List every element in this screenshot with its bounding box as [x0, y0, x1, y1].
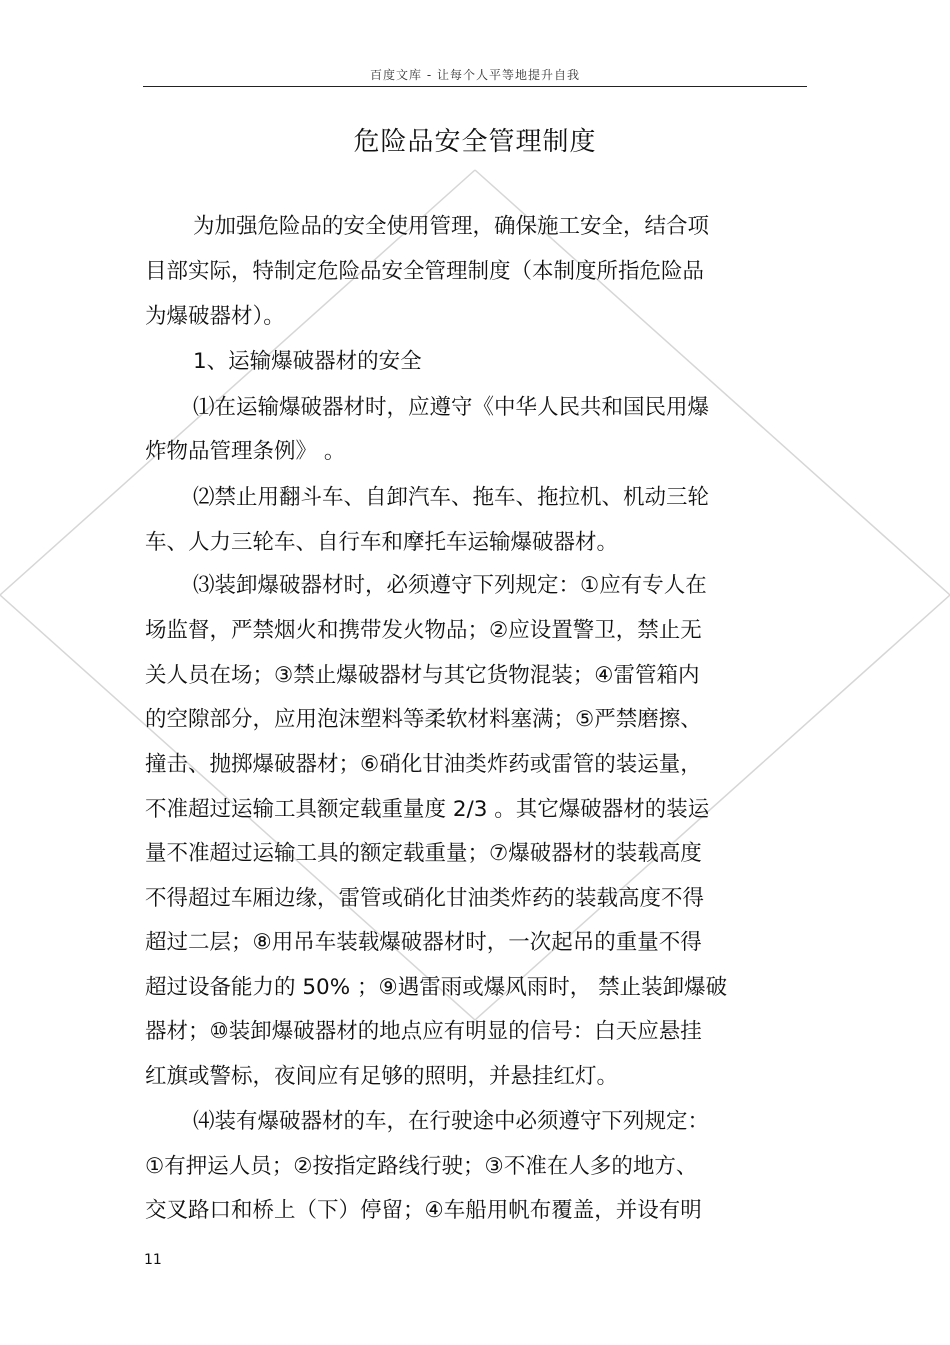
text-line: 场监督，严禁烟火和携带发火物品；②应设置警卫，禁止无 [145, 618, 702, 643]
text-line: 超过二层；⑧用吊车装载爆破器材时，一次起吊的重量不得 [145, 930, 702, 955]
text-line: 为爆破器材）。 [145, 304, 285, 329]
section-heading: 1、运输爆破器材的安全 [193, 349, 422, 374]
text-line: 交叉路口和桥上（下）停留；④车船用帆布覆盖，并设有明 [145, 1198, 702, 1223]
text-line: 目部实际，特制定危险品安全管理制度（本制度所指危险品 [145, 259, 705, 284]
text-line: 红旗或警标，夜间应有足够的照明，并悬挂红灯。 [145, 1064, 619, 1089]
text-line: 为加强危险品的安全使用管理，确保施工安全，结合项 [193, 214, 710, 239]
text-line: 超过设备能力的 50% ；⑨遇雷雨或爆风雨时， 禁止装卸爆破 [145, 975, 728, 1000]
text-line: 炸物品管理条例》 。 [145, 439, 346, 464]
text-line: 关人员在场；③禁止爆破器材与其它货物混装；④雷管箱内 [145, 663, 700, 688]
text-line: ⑴在运输爆破器材时，应遵守《中华人民共和国民用爆 [193, 395, 710, 420]
document-title: 危险品安全管理制度 [353, 127, 597, 157]
text-line: 不得超过车厢边缘，雷管或硝化甘油类炸药的装载高度不得 [145, 886, 705, 911]
header-divider [143, 86, 807, 87]
text-line: 车、人力三轮车、自行车和摩托车运输爆破器材。 [145, 530, 619, 555]
text-line: 的空隙部分，应用泡沫塑料等柔软材料塞满；⑤严禁磨擦、 [145, 707, 702, 732]
text-line: 量不准超过运输工具的额定载重量；⑦爆破器材的装载高度 [145, 841, 702, 866]
text-line: ⑵禁止用翻斗车、自卸汽车、拖车、拖拉机、机动三轮 [193, 485, 710, 510]
text-line: ⑷装有爆破器材的车，在行驶途中必须遵守下列规定： [193, 1109, 710, 1134]
text-line: 器材；⑩装卸爆破器材的地点应有明显的信号：白天应悬挂 [145, 1019, 702, 1044]
page-header: 百度文库 - 让每个人平等地提升自我 [370, 68, 580, 82]
page-number: 11 [144, 1252, 162, 1268]
text-line: ①有押运人员；②按指定路线行驶；③不准在人多的地方、 [145, 1154, 698, 1179]
text-line: 不准超过运输工具额定载重量度 2/3 。其它爆破器材的装运 [145, 797, 710, 822]
text-line: ⑶装卸爆破器材时，必须遵守下列规定：①应有专人在 [193, 573, 707, 598]
text-line: 撞击、抛掷爆破器材；⑥硝化甘油类炸药或雷管的装运量， [145, 752, 702, 777]
